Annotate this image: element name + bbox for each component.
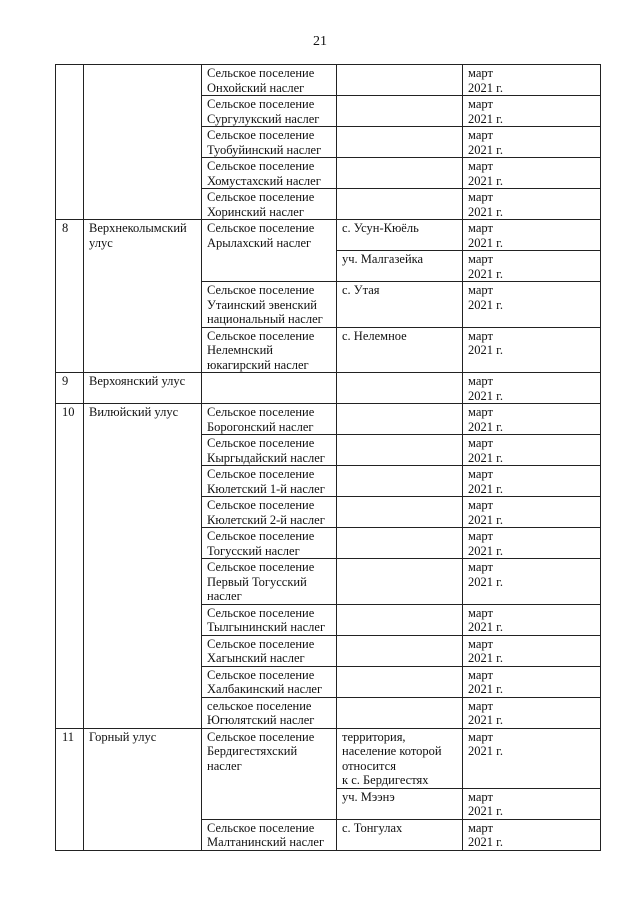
cell-locality: с. Усун-Кюёль <box>337 220 463 251</box>
table-row <box>56 728 601 788</box>
cell-settlement: Сельское поселение Кюлетский 1-й наслег <box>202 466 337 497</box>
cell-locality: уч. Мээнэ <box>337 788 463 819</box>
cell-district <box>84 65 202 220</box>
cell-settlement: Сельское поселение Малтанинский наслег <box>202 819 337 850</box>
cell-date: март 2021 г. <box>463 327 601 373</box>
cell-date: март 2021 г. <box>463 728 601 788</box>
cell-district: Горный улус <box>84 728 202 850</box>
cell-settlement: Сельское поселение Нелемнский юкагирский наслег <box>202 327 337 373</box>
cell-date: март 2021 г. <box>463 697 601 728</box>
cell-date: март 2021 г. <box>463 127 601 158</box>
cell-date: март 2021 г. <box>463 404 601 435</box>
cell-locality <box>337 404 463 435</box>
cell-settlement: Сельское поселение Онхойский наслег <box>202 65 337 96</box>
cell-date: март 2021 г. <box>463 559 601 605</box>
settlements-table <box>55 64 601 851</box>
cell-settlement <box>202 373 337 404</box>
cell-settlement: Сельское поселение Борогонский наслег <box>202 404 337 435</box>
cell-settlement: Сельское поселение Туобуйинский наслег <box>202 127 337 158</box>
cell-locality: с. Нелемное <box>337 327 463 373</box>
cell-settlement: Сельское поселение Арылахский наслег <box>202 220 337 282</box>
cell-num: 10 <box>56 404 84 729</box>
table-row <box>56 65 601 96</box>
cell-settlement: Сельское поселение Тогусский наслег <box>202 528 337 559</box>
cell-num: 8 <box>56 220 84 373</box>
cell-settlement: Сельское поселение Бердигестяхский наслег <box>202 728 337 819</box>
cell-date: март 2021 г. <box>463 65 601 96</box>
cell-locality <box>337 604 463 635</box>
cell-locality: уч. Малгазейка <box>337 251 463 282</box>
cell-locality: с. Тонгулах <box>337 819 463 850</box>
cell-date: март 2021 г. <box>463 497 601 528</box>
cell-settlement: Сельское поселение Хоринский наслег <box>202 189 337 220</box>
cell-num <box>56 65 84 220</box>
cell-date: март 2021 г. <box>463 189 601 220</box>
table-row <box>56 220 601 251</box>
cell-num: 9 <box>56 373 84 404</box>
cell-locality <box>337 466 463 497</box>
cell-locality: территория, население которой относится к с. Бердигестях <box>337 728 463 788</box>
cell-date: март 2021 г. <box>463 282 601 328</box>
cell-date: март 2021 г. <box>463 220 601 251</box>
table-row <box>56 373 601 404</box>
cell-locality <box>337 435 463 466</box>
cell-date: март 2021 г. <box>463 158 601 189</box>
cell-num: 11 <box>56 728 84 850</box>
cell-settlement: Сельское поселение Сургулукский наслег <box>202 96 337 127</box>
cell-locality <box>337 127 463 158</box>
cell-date: март 2021 г. <box>463 819 601 850</box>
cell-settlement: Сельское поселение Утаинский эвенский национальный наслег <box>202 282 337 328</box>
cell-date: март 2021 г. <box>463 466 601 497</box>
cell-locality <box>337 373 463 404</box>
cell-date: март 2021 г. <box>463 635 601 666</box>
cell-locality <box>337 158 463 189</box>
cell-district: Верхоянский улус <box>84 373 202 404</box>
cell-locality <box>337 697 463 728</box>
cell-settlement: Сельское поселение Тылгынинский наслег <box>202 604 337 635</box>
cell-locality <box>337 635 463 666</box>
cell-district: Вилюйский улус <box>84 404 202 729</box>
cell-date: март 2021 г. <box>463 788 601 819</box>
cell-date: март 2021 г. <box>463 528 601 559</box>
cell-locality <box>337 666 463 697</box>
cell-settlement: Сельское поселение Кюлетский 2-й наслег <box>202 497 337 528</box>
cell-date: март 2021 г. <box>463 666 601 697</box>
cell-settlement: Сельское поселение Хомустахский наслег <box>202 158 337 189</box>
cell-settlement: сельское поселение Югюлятский наслег <box>202 697 337 728</box>
cell-locality <box>337 528 463 559</box>
cell-settlement: Сельское поселение Первый Тогусский наслег <box>202 559 337 605</box>
cell-locality: с. Утая <box>337 282 463 328</box>
cell-date: март 2021 г. <box>463 435 601 466</box>
cell-locality <box>337 189 463 220</box>
table-row <box>56 404 601 435</box>
cell-date: март 2021 г. <box>463 373 601 404</box>
cell-locality <box>337 559 463 605</box>
cell-district: Верхнеколымский улус <box>84 220 202 373</box>
cell-locality <box>337 497 463 528</box>
cell-locality <box>337 96 463 127</box>
cell-settlement: Сельское поселение Кыргыдайский наслег <box>202 435 337 466</box>
cell-settlement: Сельское поселение Халбакинский наслег <box>202 666 337 697</box>
cell-date: март 2021 г. <box>463 96 601 127</box>
cell-locality <box>337 65 463 96</box>
cell-date: март 2021 г. <box>463 604 601 635</box>
page-number: 21 <box>313 34 327 49</box>
cell-date: март 2021 г. <box>463 251 601 282</box>
cell-settlement: Сельское поселение Хагынский наслег <box>202 635 337 666</box>
